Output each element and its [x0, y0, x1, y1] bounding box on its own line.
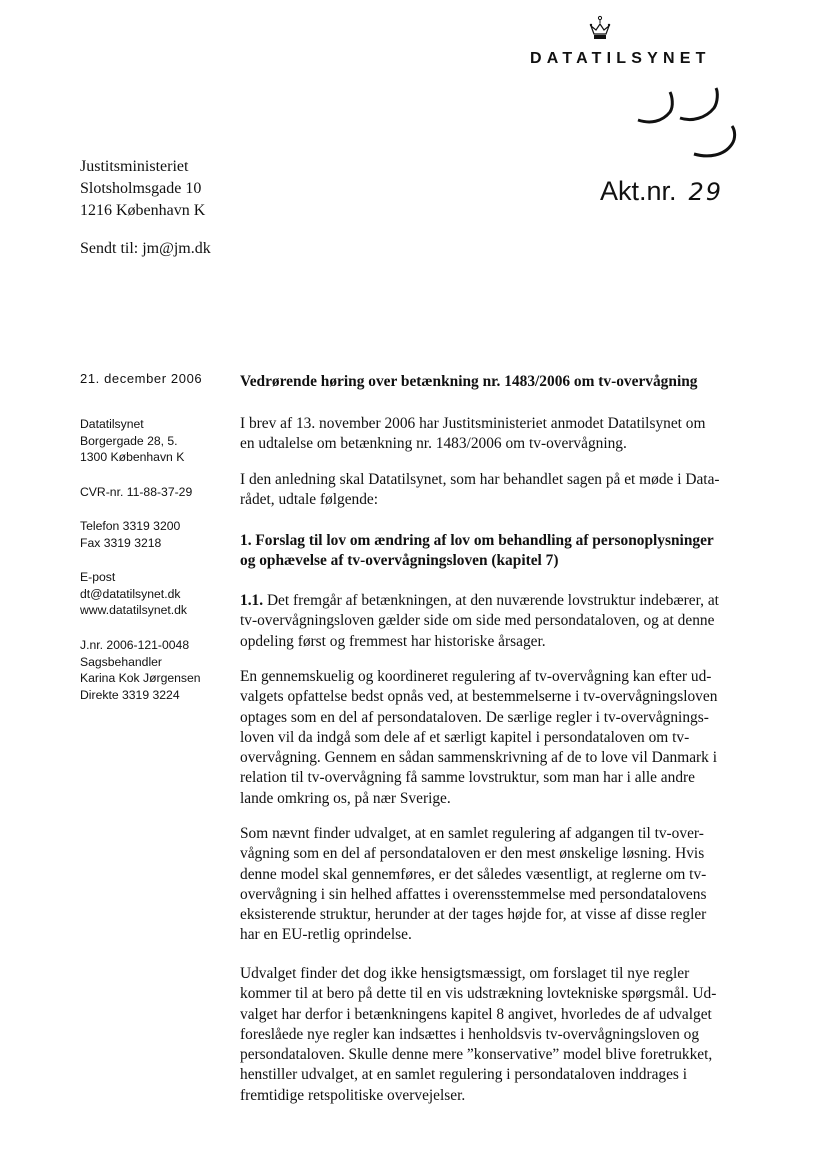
paragraph-1: I brev af 13. november 2006 har Justitsministeriet anmodet Datatilsynet om en udtalelse om betænkning nr. 1483/2006 om tv-overvågning. [240, 415, 706, 453]
recipient-line: Slotsholmsgade 10 [80, 180, 202, 197]
sent-to: Sendt til: jm@jm.dk [80, 240, 211, 257]
subsection-number: 1.1. [240, 592, 264, 609]
case-number: J.nr. 2006-121-0048 [80, 638, 190, 652]
recipient-line: Justitsministeriet [80, 158, 189, 175]
case-handler-name: Karina Kok Jørgensen [80, 671, 201, 685]
website-address: www.datatilsynet.dk [80, 603, 188, 617]
letter-subject: Vedrørende høring over betænkning nr. 1483/2006 om tv-overvågning [240, 373, 698, 390]
paragraph-4: En gennemskuelig og koordineret regulering af tv-overvågning kan efter ud- valgets opfattelse bedst opnås ved, at bestemmelserne i tv-overvågningsloven optages som en del af persondataloven. De særlige regler i tv-overvågnings- loven vil da indgå som dele af et særligt kapitel i persondataloven om tv- overvågning. Gennem en sådan sammenskrivning af de to love vil Danmark i relation til tv-overvågning få samme lovstruktur, som man har i alle andre lande omkring os, på nær Sverige. [240, 668, 718, 807]
paragraph-5: Som nævnt finder udvalget, at en samlet regulering af adgangen til tv-over- vågning som en del af persondataloven er den mest ønskelige løsning. Hvis denne model skal gennemføres, er det således væsentligt, at reglerne om tv- overvågning i sin helhed affattes i overensstemmelse med persondatalovens eksisterende struktur, herunder at der tages højde for, at visse af disse regler har en EU-retlig oprindelse. [240, 825, 707, 944]
case-info [80, 637, 230, 703]
sender-phone [80, 518, 230, 551]
email-label: E-post [80, 570, 116, 584]
handwritten-initials [620, 82, 760, 162]
cvr-number: CVR-nr. 11-88-37-29 [80, 485, 193, 499]
akt-label: Akt.nr. [600, 176, 677, 206]
section-heading-1: 1. Forslag til lov om ændring af lov om behandling af personoplysninger og ophævelse af tv-overvågningsloven (kapitel 7) [240, 532, 714, 570]
case-handler-phone: Direkte 3319 3224 [80, 687, 180, 702]
paragraph-3: 1.1. Det fremgår af betænkningen, at den nuværende lovstruktur indebærer, at tv-overvågningsloven gælder side om side med persondataloven, og at denne opdeling først og fremmest har historiske årsager. [240, 592, 719, 650]
paragraph-6: Udvalget finder det dog ikke hensigtsmæssigt, om forslaget til nye regler kommer til at bero på dette til en vis udstrækning lovtekniske spørgsmål. Ud- valget har derfor i betænkningens kapitel 8 angivet, hvorledes de af udvalget foreslåede nye regler kan indsættes i henholdsvis tv-overvågningsloven og persondataloven. Skulle denne mere ”konservative” model blive foretrukket, henstiller udvalget, at en samlet regulering i persondataloven inddrages i fremtidige retspolitiske overvejelser. [240, 965, 717, 1104]
email-address: dt@datatilsynet.dk [80, 586, 181, 601]
brand-name: DATATILSYNET [530, 50, 711, 67]
paragraph-2: I den anledning skal Datatilsynet, som har behandlet sagen på et møde i Data- rådet, udtale følgende: [240, 471, 720, 509]
case-handler-label: Sagsbehandler [80, 654, 162, 669]
letter-date: 21. december 2006 [80, 371, 203, 386]
recipient-line: 1216 København K [80, 202, 206, 219]
sender-contact [80, 569, 230, 619]
fax-line: Fax 3319 3218 [80, 535, 162, 550]
recipient-address [80, 156, 205, 222]
phone-line: Telefon 3319 3200 [80, 519, 181, 533]
sender-line: Datatilsynet [80, 417, 144, 431]
akt-number [600, 176, 723, 207]
sender-line: Borgergade 28, 5. [80, 433, 178, 448]
crown-icon [585, 14, 615, 44]
sender-line: 1300 København K [80, 450, 185, 464]
sender-address [80, 416, 230, 466]
akt-number-value: 29 [688, 178, 724, 206]
